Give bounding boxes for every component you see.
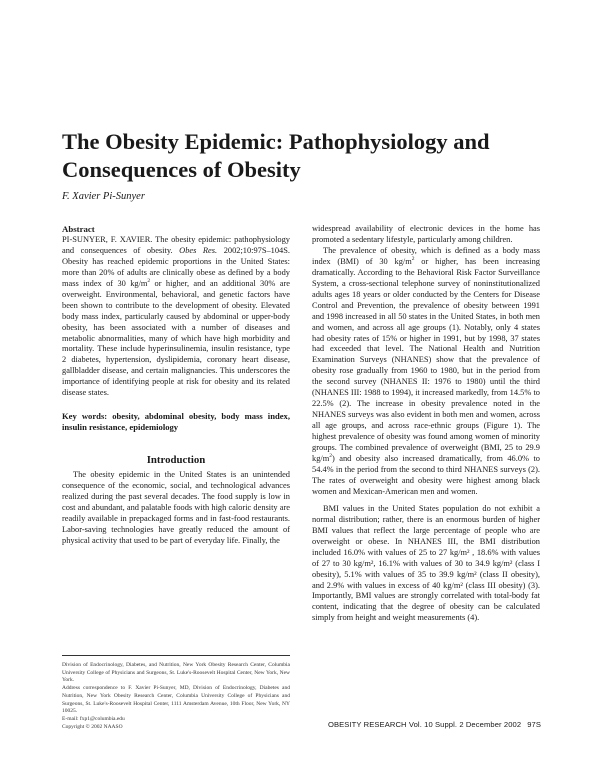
- footnotes: [62, 655, 290, 731]
- prevalence-text-3: ) and obesity also increased dramatically, from 46.0% to 54.4% in the period from the second to third NHANES surveys (2). The rates of overweight and obesity were highest among black women and Mexican-American men and women.: [312, 454, 540, 496]
- abstract-citation: PI-SUNYER, F. XAVIER. The obesity epidemic: pathophysiology and consequences of obesity.: [62, 234, 290, 255]
- page-footer: [290, 720, 541, 729]
- page-number: 97S: [527, 720, 541, 729]
- bmi-paragraph: BMI values in the United States population do not exhibit a normal distribution; rather, there is an enormous burden of higher BMI values that reflect the large percentage of people who are overweight or obese. In NHANES III, the BMI distribution included 16.0% with values of 25 to 27 kg/m² , 18.6% with values of 27 to 30 kg/m², 16.1% with values of 30 to 34.9 kg/m² (class I obesity), 5.1% with values of 35 to 39.9 kg/m² (class II obesity), and 2.9% with values in excess of 40 kg/m² (class III obesity) (3). Importantly, BMI values are strongly correlated with total-body fat content, indicating that the degree of obesity can be calculated simply from height and weight measurements (4).: [312, 503, 540, 623]
- paragraph-continued: widespread availability of electronic devices in the home has promoted a sedentary lifestyle, particularly among children.: [312, 224, 540, 244]
- correspondence-note: Address correspondence to F. Xavier Pi-Sunyer, MD, Division of Endocrinology, Diabetes and Nutrition, New York Obesity Research Center, Columbia University College of Physicians and Surgeons, St. Luke's-Roosevelt Hospital Center, 1111 Amsterdam Avenue, 10th Floor, New York, NY 10025.: [62, 685, 290, 715]
- journal-info: OBESITY RESEARCH Vol. 10 Suppl. 2 December 2002: [327, 720, 522, 729]
- prevalence-paragraph: [312, 246, 540, 498]
- superscript: 2: [329, 453, 332, 460]
- keywords: [62, 411, 290, 433]
- prevalence-text-1: The prevalence of obesity, which is defined as a body mass index (BMI) of 30 kg/m: [312, 245, 540, 266]
- journal-abbrev: Obes Res.: [179, 245, 218, 255]
- abstract-body: [62, 235, 290, 399]
- article-title: The Obesity Epidemic: Pathophysiology and Consequences of Obesity: [62, 129, 490, 182]
- affiliation-note: Division of Endocrinology, Diabetes, and Nutrition, New York Obesity Research Center, Columbia University College of Physicians and Surgeons, St. Luke's-Roosevelt Hospital Center, New York, New York.: [62, 662, 290, 684]
- author-name: F. Xavier Pi-Sunyer: [62, 191, 145, 202]
- superscript: 2: [411, 256, 415, 263]
- abstract-text-1: Obesity has reached epidemic proportions in the United States: more than 20% of adults are clinically obese as defined by a body mass index of 30 kg/m: [62, 256, 290, 288]
- citation-volume: 2002;10:97S–104S.: [223, 245, 291, 255]
- prevalence-text-2: or higher, has been increasing dramatically. According to the Behavioral Risk Factor Surveillance System, a cross-sectional telephone survey of noninstitutionalized adults ages 18 years or older conducted by the Centers for Disease Control and Prevention, the prevalence of obesity between 1991 and 1998 increased in all 50 states in the United States, in both men and women, and across all age groups (1). Notably, only 4 states had obesity rates of 15% or higher in 1991, but by 1998, 37 states had exceeded that level. The National Health and Nutrition Examination Surveys (NHANES) show that the prevalence of obesity rose gradually from 1960 to 1980, but in the period from the second survey (NHANES II: 1976 to 1980) until the third (NHANES III: 1988 to 1994), it increased markedly, from 14.5% to 22.5% (2). The increase in obesity prevalence noted in the NHANES surveys was also evident in both men and women, across all age groups, and across race-ethnic groups (Figure 1). The highest prevalence of obesity was found among women of minority groups. The combined prevalence of overweight (BMI, 25 to 29.9 kg/m: [312, 256, 540, 464]
- right-column: [312, 224, 540, 624]
- copyright-note: Copyright © 2002 NAASO: [62, 723, 123, 730]
- abstract-text-2: or higher, and an additional 30% are overweight. Environmental, behavioral, and genetic factors have been shown to contribute to the development of obesity. Elevated body mass index, particularly caused by abdominal or upper-body obesity, has been associated with a number of diseases and metabolic abnormalities, many of which have high morbidity and mortality. These include hyperinsulinemia, insulin resistance, type 2 diabetes, hypertension, dyslipidemia, coronary heart disease, gallbladder disease, and certain malignancies. This underscores the importance of identifying people at risk for obesity and its related disease states.: [62, 278, 290, 398]
- left-column: [62, 224, 290, 547]
- introduction-heading: Introduction: [146, 454, 206, 467]
- keywords-label: Key words:: [62, 411, 108, 422]
- abstract-heading: Abstract: [62, 224, 95, 234]
- keywords-text: obesity, abdominal obesity, body mass index, insulin resistance, epidemiology: [62, 411, 291, 433]
- email-note: E-mail: fxp1@columbia.edu: [62, 715, 125, 722]
- superscript: 2: [147, 277, 151, 284]
- introduction-paragraph: The obesity epidemic in the United States is an unintended consequence of the economic, social, and technological advances realized during the past several decades. The food supply is low in cost and abundant, and palatable foods with high caloric density are readily available in prepackaged forms and in fast-food restaurants. Labor-saving technologies have greatly reduced the amount of physical activity that used to be part of everyday life. Finally, the: [62, 470, 290, 545]
